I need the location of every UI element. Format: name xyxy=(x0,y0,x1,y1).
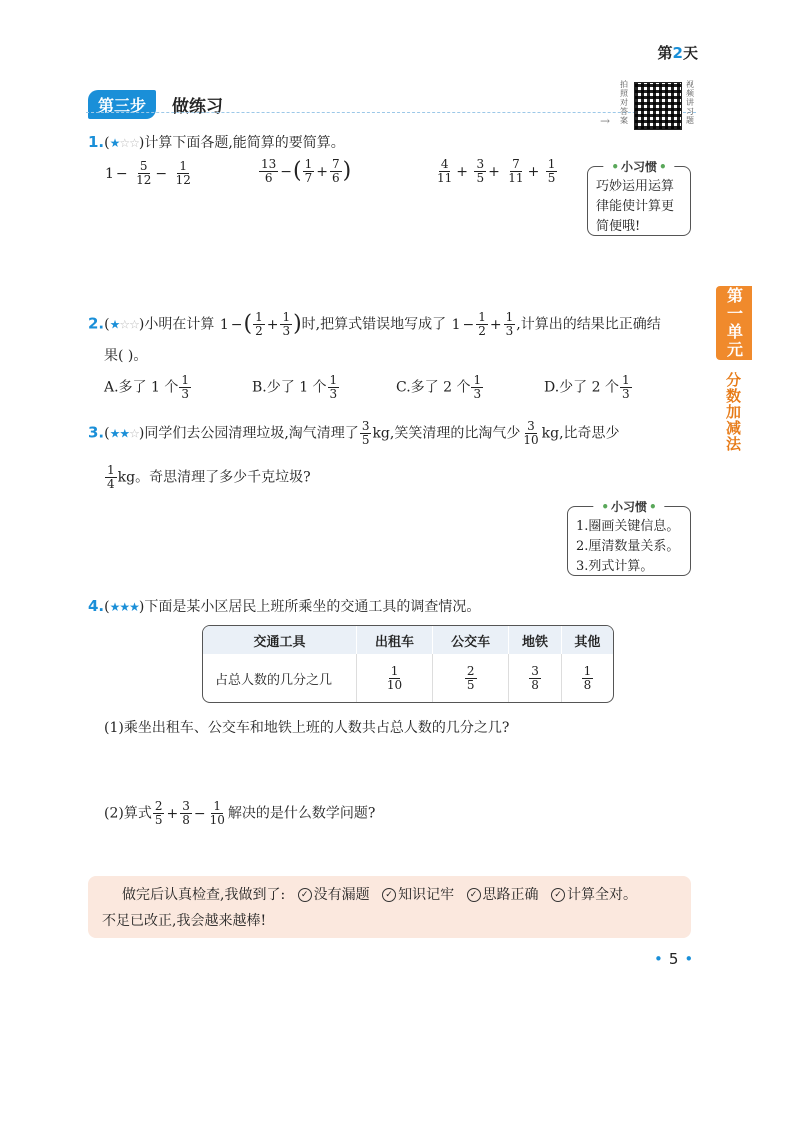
table-header: 其他 xyxy=(561,626,613,654)
arrow-icon: → xyxy=(600,114,611,128)
table-header: 交通工具 xyxy=(203,626,357,654)
table-cell: $\frac{2}{5}$ xyxy=(433,654,509,702)
table-header-row xyxy=(203,626,613,654)
q1-expression-1: 1 − $\frac{5}{12}$ − $\frac{1}{12}$ xyxy=(105,159,191,187)
qr-right-text: 视频讲习题 xyxy=(686,80,694,125)
habit-tip-1: • 小习惯 • 巧妙运用运算律能使计算更简便哦! xyxy=(587,166,691,236)
survey-table xyxy=(202,625,614,703)
unit-tab[interactable]: 第一单元 xyxy=(716,286,752,360)
check-icon[interactable]: ✓ xyxy=(298,888,312,902)
habit-tip-2: • 小习惯 • 1.圈画关键信息。 2.厘清数量关系。 3.列式计算。 xyxy=(567,506,691,576)
q2-option-c[interactable]: C.多了 2 个 $\frac{1}{3}$ xyxy=(396,373,482,401)
difficulty-stars-icon: ★☆☆ xyxy=(109,136,139,150)
table-cell: $\frac{1}{8}$ xyxy=(583,663,592,692)
q4-sub-question-2: (2)算式 $\frac{2}{5}$ + $\frac{3}{8}$ − $\frac{1}{10}$ 解决的是什么数学问题? xyxy=(104,799,376,827)
day-label: 第2天 xyxy=(657,44,698,62)
qr-block[interactable] xyxy=(616,80,700,132)
q2-option-a[interactable]: A.多了 1 个 $\frac{1}{3}$ xyxy=(104,373,190,401)
unit-name: 分数加减法 xyxy=(724,372,742,452)
header-divider xyxy=(86,112,696,113)
table-cell: $\frac{1}{10}$ xyxy=(357,654,433,702)
section-badge: 第三步 xyxy=(88,90,156,119)
check-icon[interactable]: ✓ xyxy=(551,888,565,902)
table-row xyxy=(203,654,613,702)
difficulty-stars-icon: ★★☆ xyxy=(109,426,139,441)
difficulty-stars-icon: ★★★ xyxy=(109,600,139,614)
table-cell: $\frac{3}{8}$ xyxy=(509,654,562,702)
table-header: 地铁 xyxy=(509,626,562,654)
question-1-prompt: 1.(★☆☆)计算下面各题,能简算的要简算。 xyxy=(88,133,345,151)
q1-expression-3: $\frac{4}{11}$ + $\frac{3}{5}$ + $\frac{7}{11}$ + $\frac{1}{5}$ xyxy=(437,157,556,185)
q2-option-d[interactable]: D.少了 2 个 $\frac{1}{3}$ xyxy=(544,373,630,401)
question-3-text: 3.(★★☆)同学们去公园清理垃圾,淘气清理了 $\frac{3}{5}$ kg,笑笑清理的比淘气少 $\frac{3}{10}$ kg,比奇思少 xyxy=(88,419,620,447)
self-check-banner: 做完后认真检查,我做到了: ✓ 没有漏题 ✓ 知识记牢 ✓ 思路正确 ✓ 计算全对。 不足已改正,我会越来越棒! xyxy=(88,876,691,938)
question-3-line-2: $\frac{1}{4}$ kg。奇思清理了多少千克垃圾? xyxy=(107,463,311,491)
q4-sub-question-1: (1)乘坐出租车、公交车和地铁上班的人数共占总人数的几分之几? xyxy=(104,720,510,736)
check-icon[interactable]: ✓ xyxy=(382,888,396,902)
question-4-prompt: 4.(★★★)下面是某小区居民上班所乘坐的交通工具的调查情况。 xyxy=(88,597,481,615)
page-number: • 5 • xyxy=(654,950,694,968)
question-2-line-2: 果( )。 xyxy=(104,348,148,364)
qr-left-text: 拍照对答案 xyxy=(620,80,628,125)
table-header: 出租车 xyxy=(357,626,433,654)
question-2-text: 2.(★☆☆)小明在计算 1 −( $\frac{1}{2}$ + $\frac{1}{3}$ )时,把算式错误地写成了 1 − $\frac{1}{2}$ + $\frac{1}{3}$ ,计算出的结果比正确结 xyxy=(88,310,661,338)
q2-option-b[interactable]: B.少了 1 个 $\frac{1}{3}$ xyxy=(252,373,338,401)
table-header: 公交车 xyxy=(433,626,509,654)
section-title: 做练习 xyxy=(172,97,223,117)
q1-expression-2: $\frac{13}{6}$ −( $\frac{1}{7}$ + $\frac{7}{6}$ ) xyxy=(261,157,352,185)
difficulty-stars-icon: ★☆☆ xyxy=(109,317,139,332)
qr-code-icon[interactable] xyxy=(634,82,682,130)
row-label: 占总人数的几分之几 xyxy=(203,654,357,702)
check-icon[interactable]: ✓ xyxy=(467,888,481,902)
